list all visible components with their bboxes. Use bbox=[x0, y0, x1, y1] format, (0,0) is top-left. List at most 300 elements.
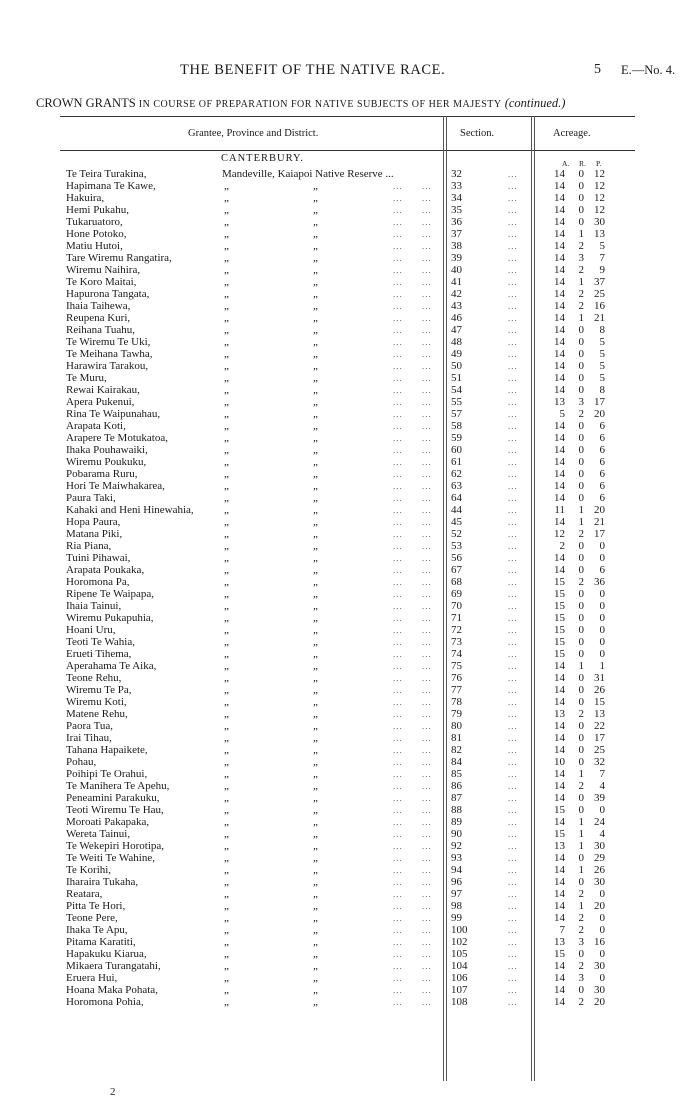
perches-value: 0 bbox=[599, 924, 605, 936]
leader-dots: ... bbox=[393, 325, 403, 335]
table-row bbox=[0, 492, 700, 504]
ditto-mark: „ bbox=[224, 300, 229, 312]
leader-dots: ... bbox=[393, 301, 403, 311]
leader-dots: ... bbox=[393, 277, 403, 287]
leader-dots: ... bbox=[508, 313, 518, 323]
ditto-mark: „ bbox=[313, 708, 318, 720]
ditto-mark: „ bbox=[313, 816, 318, 828]
ditto-mark: „ bbox=[224, 732, 229, 744]
caption-continued: (continued.) bbox=[504, 96, 566, 110]
grantee-name: Tukaruatoro, bbox=[66, 216, 123, 228]
perches-value: 16 bbox=[594, 936, 605, 948]
table-row bbox=[0, 936, 700, 948]
leader-dots: ... bbox=[422, 433, 432, 443]
ditto-mark: „ bbox=[224, 264, 229, 276]
grantee-name: Horomona Pa, bbox=[66, 576, 130, 588]
table-row bbox=[0, 528, 700, 540]
page-header bbox=[0, 62, 700, 82]
leader-dots: ... bbox=[508, 349, 518, 359]
grantee-name: Pitta Te Hori, bbox=[66, 900, 126, 912]
ditto-mark: „ bbox=[313, 780, 318, 792]
section-number: 70 bbox=[451, 600, 462, 612]
perches-value: 17 bbox=[594, 528, 605, 540]
leader-dots: ... bbox=[422, 289, 432, 299]
grantee-name: Poihipi Te Orahui, bbox=[66, 768, 148, 780]
district-name: Mandeville, Kaiapoi Native Reserve ... bbox=[222, 168, 394, 180]
ditto-mark: „ bbox=[313, 216, 318, 228]
leader-dots: ... bbox=[393, 241, 403, 251]
perches-value: 21 bbox=[594, 312, 605, 324]
ditto-mark: „ bbox=[313, 852, 318, 864]
leader-dots: ... bbox=[393, 469, 403, 479]
grantee-name: Hoana Maka Pohata, bbox=[66, 984, 158, 996]
ditto-mark: „ bbox=[224, 312, 229, 324]
roods-value: 0 bbox=[578, 420, 584, 432]
leader-dots: ... bbox=[422, 625, 432, 635]
ditto-mark: „ bbox=[313, 636, 318, 648]
ditto-mark: „ bbox=[313, 384, 318, 396]
table-row bbox=[0, 432, 700, 444]
ditto-mark: „ bbox=[313, 312, 318, 324]
grantee-name: Erueti Tihema, bbox=[66, 648, 132, 660]
leader-dots: ... bbox=[508, 985, 518, 995]
roods-value: 0 bbox=[578, 648, 584, 660]
ditto-mark: „ bbox=[224, 696, 229, 708]
leader-dots: ... bbox=[393, 637, 403, 647]
section-number: 82 bbox=[451, 744, 462, 756]
table-row bbox=[0, 564, 700, 576]
ditto-mark: „ bbox=[224, 804, 229, 816]
ditto-mark: „ bbox=[224, 456, 229, 468]
ditto-mark: „ bbox=[313, 204, 318, 216]
leader-dots: ... bbox=[393, 349, 403, 359]
acres-value: 13 bbox=[554, 396, 565, 408]
leader-dots: ... bbox=[393, 685, 403, 695]
leader-dots: ... bbox=[422, 469, 432, 479]
roods-value: 0 bbox=[578, 696, 584, 708]
perches-value: 8 bbox=[599, 324, 605, 336]
ditto-mark: „ bbox=[224, 468, 229, 480]
table-caption bbox=[36, 96, 565, 111]
grantee-name: Ihaka Pouhawaiki, bbox=[66, 444, 148, 456]
perches-value: 9 bbox=[599, 264, 605, 276]
section-number: 44 bbox=[451, 504, 462, 516]
leader-dots: ... bbox=[508, 925, 518, 935]
perches-value: 0 bbox=[599, 888, 605, 900]
leader-dots: ... bbox=[508, 613, 518, 623]
acres-value: 15 bbox=[554, 636, 565, 648]
leader-dots: ... bbox=[393, 385, 403, 395]
ditto-mark: „ bbox=[224, 204, 229, 216]
roods-value: 0 bbox=[578, 732, 584, 744]
section-number: 59 bbox=[451, 432, 462, 444]
column-header-section: Section. bbox=[460, 128, 495, 139]
roods-value: 0 bbox=[578, 636, 584, 648]
ditto-mark: „ bbox=[313, 480, 318, 492]
roods-value: 3 bbox=[578, 396, 584, 408]
leader-dots: ... bbox=[422, 661, 432, 671]
roods-value: 0 bbox=[578, 180, 584, 192]
table-row bbox=[0, 984, 700, 996]
roods-value: 0 bbox=[578, 948, 584, 960]
ditto-mark: „ bbox=[224, 228, 229, 240]
grantee-name: Wiremu Koti, bbox=[66, 696, 127, 708]
leader-dots: ... bbox=[422, 673, 432, 683]
acres-value: 14 bbox=[554, 468, 565, 480]
section-number: 34 bbox=[451, 192, 462, 204]
grantee-name: Rina Te Waipunahau, bbox=[66, 408, 161, 420]
grantee-name: Wiremu Pukapuhia, bbox=[66, 612, 154, 624]
leader-dots: ... bbox=[393, 985, 403, 995]
ditto-mark: „ bbox=[224, 828, 229, 840]
perches-value: 22 bbox=[594, 720, 605, 732]
section-number: 108 bbox=[451, 996, 468, 1008]
ditto-mark: „ bbox=[224, 492, 229, 504]
table-row bbox=[0, 852, 700, 864]
leader-dots: ... bbox=[508, 769, 518, 779]
signature-mark: 2 bbox=[110, 1086, 116, 1098]
leader-dots: ... bbox=[508, 865, 518, 875]
ditto-mark: „ bbox=[224, 840, 229, 852]
acres-value: 14 bbox=[554, 912, 565, 924]
perches-value: 30 bbox=[594, 876, 605, 888]
leader-dots: ... bbox=[422, 565, 432, 575]
leader-dots: ... bbox=[422, 517, 432, 527]
ditto-mark: „ bbox=[224, 420, 229, 432]
leader-dots: ... bbox=[393, 373, 403, 383]
column-header-acreage: Acreage. bbox=[553, 128, 591, 139]
acres-value: 10 bbox=[554, 756, 565, 768]
acres-value: 15 bbox=[554, 948, 565, 960]
table-row bbox=[0, 900, 700, 912]
ditto-mark: „ bbox=[313, 348, 318, 360]
section-number: 36 bbox=[451, 216, 462, 228]
roods-value: 0 bbox=[578, 600, 584, 612]
table-row bbox=[0, 288, 700, 300]
perches-value: 12 bbox=[594, 204, 605, 216]
section-number: 52 bbox=[451, 528, 462, 540]
section-number: 68 bbox=[451, 576, 462, 588]
acres-value: 14 bbox=[554, 312, 565, 324]
section-number: 60 bbox=[451, 444, 462, 456]
perches-value: 13 bbox=[594, 228, 605, 240]
leader-dots: ... bbox=[508, 241, 518, 251]
perches-value: 5 bbox=[599, 336, 605, 348]
section-number: 32 bbox=[451, 168, 462, 180]
perches-value: 39 bbox=[594, 792, 605, 804]
ditto-mark: „ bbox=[313, 516, 318, 528]
acreage-units bbox=[562, 159, 613, 168]
perches-value: 13 bbox=[594, 708, 605, 720]
ditto-mark: „ bbox=[224, 864, 229, 876]
perches-value: 25 bbox=[594, 288, 605, 300]
leader-dots: ... bbox=[508, 541, 518, 551]
table-row bbox=[0, 684, 700, 696]
roods-value: 3 bbox=[578, 936, 584, 948]
leader-dots: ... bbox=[393, 601, 403, 611]
section-number: 92 bbox=[451, 840, 462, 852]
leader-dots: ... bbox=[422, 925, 432, 935]
leader-dots: ... bbox=[422, 853, 432, 863]
grantee-name: Wiremu Naihira, bbox=[66, 264, 141, 276]
leader-dots: ... bbox=[422, 493, 432, 503]
leader-dots: ... bbox=[393, 661, 403, 671]
ditto-mark: „ bbox=[313, 744, 318, 756]
ditto-mark: „ bbox=[224, 324, 229, 336]
perches-value: 4 bbox=[599, 828, 605, 840]
perches-value: 0 bbox=[599, 648, 605, 660]
leader-dots: ... bbox=[393, 445, 403, 455]
section-number: 61 bbox=[451, 456, 462, 468]
ditto-mark: „ bbox=[313, 456, 318, 468]
grantee-name: Hapakuku Kiarua, bbox=[66, 948, 147, 960]
leader-dots: ... bbox=[393, 421, 403, 431]
acres-value: 15 bbox=[554, 828, 565, 840]
unit-acres: A. bbox=[562, 159, 570, 168]
section-number: 51 bbox=[451, 372, 462, 384]
table-row bbox=[0, 216, 700, 228]
leader-dots: ... bbox=[422, 649, 432, 659]
page-number: 5 bbox=[594, 62, 601, 77]
section-number: 63 bbox=[451, 480, 462, 492]
perches-value: 30 bbox=[594, 984, 605, 996]
grantee-name: Teone Rehu, bbox=[66, 672, 122, 684]
roods-value: 2 bbox=[578, 408, 584, 420]
acres-value: 14 bbox=[554, 996, 565, 1008]
leader-dots: ... bbox=[508, 949, 518, 959]
leader-dots: ... bbox=[422, 265, 432, 275]
section-number: 90 bbox=[451, 828, 462, 840]
leader-dots: ... bbox=[393, 229, 403, 239]
perches-value: 7 bbox=[599, 768, 605, 780]
perches-value: 8 bbox=[599, 384, 605, 396]
section-number: 72 bbox=[451, 624, 462, 636]
leader-dots: ... bbox=[508, 733, 518, 743]
grantee-name: Reupena Kuri, bbox=[66, 312, 131, 324]
leader-dots: ... bbox=[508, 745, 518, 755]
leader-dots: ... bbox=[393, 205, 403, 215]
acres-value: 14 bbox=[554, 672, 565, 684]
leader-dots: ... bbox=[393, 781, 403, 791]
table-row bbox=[0, 324, 700, 336]
ditto-mark: „ bbox=[313, 444, 318, 456]
table-row bbox=[0, 960, 700, 972]
table-row bbox=[0, 456, 700, 468]
perches-value: 4 bbox=[599, 780, 605, 792]
grantee-name: Irai Tihau, bbox=[66, 732, 112, 744]
grants-table-body bbox=[0, 168, 700, 1008]
table-row bbox=[0, 792, 700, 804]
grantee-name: Eruera Hui, bbox=[66, 972, 118, 984]
leader-dots: ... bbox=[393, 541, 403, 551]
leader-dots: ... bbox=[422, 241, 432, 251]
leader-dots: ... bbox=[508, 205, 518, 215]
grantee-name: Arapata Poukaka, bbox=[66, 564, 145, 576]
leader-dots: ... bbox=[508, 229, 518, 239]
section-number: 85 bbox=[451, 768, 462, 780]
table-row bbox=[0, 840, 700, 852]
leader-dots: ... bbox=[393, 181, 403, 191]
leader-dots: ... bbox=[422, 841, 432, 851]
perches-value: 30 bbox=[594, 216, 605, 228]
perches-value: 6 bbox=[599, 432, 605, 444]
acres-value: 14 bbox=[554, 960, 565, 972]
ditto-mark: „ bbox=[313, 228, 318, 240]
ditto-mark: „ bbox=[224, 348, 229, 360]
leader-dots: ... bbox=[393, 493, 403, 503]
perches-value: 12 bbox=[594, 168, 605, 180]
grantee-name: Harawira Tarakou, bbox=[66, 360, 149, 372]
grantee-name: Wereta Tainui, bbox=[66, 828, 131, 840]
leader-dots: ... bbox=[393, 889, 403, 899]
roods-value: 0 bbox=[578, 852, 584, 864]
leader-dots: ... bbox=[393, 913, 403, 923]
roods-value: 2 bbox=[578, 780, 584, 792]
section-number: 48 bbox=[451, 336, 462, 348]
table-row bbox=[0, 612, 700, 624]
roods-value: 1 bbox=[578, 516, 584, 528]
ditto-mark: „ bbox=[224, 972, 229, 984]
table-row bbox=[0, 828, 700, 840]
leader-dots: ... bbox=[393, 697, 403, 707]
leader-dots: ... bbox=[393, 673, 403, 683]
acres-value: 7 bbox=[559, 924, 565, 936]
leader-dots: ... bbox=[508, 361, 518, 371]
acres-value: 15 bbox=[554, 612, 565, 624]
table-row bbox=[0, 468, 700, 480]
leader-dots: ... bbox=[508, 481, 518, 491]
ditto-mark: „ bbox=[313, 924, 318, 936]
roods-value: 1 bbox=[578, 900, 584, 912]
acres-value: 14 bbox=[554, 864, 565, 876]
roods-value: 0 bbox=[578, 804, 584, 816]
ditto-mark: „ bbox=[313, 660, 318, 672]
ditto-mark: „ bbox=[224, 708, 229, 720]
grantee-name: Ihaka Te Apu, bbox=[66, 924, 128, 936]
grantee-name: Wiremu Poukuku, bbox=[66, 456, 147, 468]
acres-value: 14 bbox=[554, 456, 565, 468]
leader-dots: ... bbox=[393, 997, 403, 1007]
leader-dots: ... bbox=[508, 373, 518, 383]
grantee-name: Te Wiremu Te Uki, bbox=[66, 336, 151, 348]
leader-dots: ... bbox=[422, 421, 432, 431]
perches-value: 15 bbox=[594, 696, 605, 708]
ditto-mark: „ bbox=[313, 420, 318, 432]
roods-value: 0 bbox=[578, 336, 584, 348]
leader-dots: ... bbox=[422, 313, 432, 323]
grantee-name: Ripene Te Waipapa, bbox=[66, 588, 155, 600]
roods-value: 2 bbox=[578, 996, 584, 1008]
roods-value: 0 bbox=[578, 480, 584, 492]
roods-value: 1 bbox=[578, 768, 584, 780]
ditto-mark: „ bbox=[313, 996, 318, 1008]
leader-dots: ... bbox=[508, 553, 518, 563]
perches-value: 26 bbox=[594, 864, 605, 876]
roods-value: 1 bbox=[578, 660, 584, 672]
leader-dots: ... bbox=[422, 577, 432, 587]
leader-dots: ... bbox=[393, 193, 403, 203]
leader-dots: ... bbox=[508, 661, 518, 671]
ditto-mark: „ bbox=[313, 696, 318, 708]
ditto-mark: „ bbox=[313, 336, 318, 348]
roods-value: 1 bbox=[578, 816, 584, 828]
section-number: 42 bbox=[451, 288, 462, 300]
table-row bbox=[0, 636, 700, 648]
leader-dots: ... bbox=[422, 865, 432, 875]
leader-dots: ... bbox=[508, 193, 518, 203]
leader-dots: ... bbox=[508, 289, 518, 299]
roods-value: 0 bbox=[578, 348, 584, 360]
ditto-mark: „ bbox=[313, 252, 318, 264]
ditto-mark: „ bbox=[224, 900, 229, 912]
section-number: 77 bbox=[451, 684, 462, 696]
perches-value: 29 bbox=[594, 852, 605, 864]
roods-value: 1 bbox=[578, 504, 584, 516]
grantee-name: Peneamini Parakuku, bbox=[66, 792, 160, 804]
leader-dots: ... bbox=[422, 181, 432, 191]
leader-dots: ... bbox=[422, 937, 432, 947]
section-number: 81 bbox=[451, 732, 462, 744]
roods-value: 0 bbox=[578, 540, 584, 552]
leader-dots: ... bbox=[508, 877, 518, 887]
acres-value: 14 bbox=[554, 180, 565, 192]
leader-dots: ... bbox=[422, 949, 432, 959]
leader-dots: ... bbox=[393, 253, 403, 263]
section-number: 55 bbox=[451, 396, 462, 408]
roods-value: 0 bbox=[578, 792, 584, 804]
grantee-name: Pitama Karatiti, bbox=[66, 936, 136, 948]
ditto-mark: „ bbox=[224, 672, 229, 684]
leader-dots: ... bbox=[393, 745, 403, 755]
leader-dots: ... bbox=[393, 757, 403, 767]
roods-value: 0 bbox=[578, 456, 584, 468]
roods-value: 0 bbox=[578, 876, 584, 888]
ditto-mark: „ bbox=[313, 576, 318, 588]
unit-roods: R. bbox=[579, 159, 586, 168]
roods-value: 0 bbox=[578, 612, 584, 624]
leader-dots: ... bbox=[422, 325, 432, 335]
section-number: 43 bbox=[451, 300, 462, 312]
leader-dots: ... bbox=[508, 841, 518, 851]
section-number: 74 bbox=[451, 648, 462, 660]
acres-value: 14 bbox=[554, 228, 565, 240]
leader-dots: ... bbox=[422, 793, 432, 803]
leader-dots: ... bbox=[508, 325, 518, 335]
table-row bbox=[0, 744, 700, 756]
leader-dots: ... bbox=[393, 649, 403, 659]
roods-value: 2 bbox=[578, 888, 584, 900]
ditto-mark: „ bbox=[224, 360, 229, 372]
leader-dots: ... bbox=[422, 397, 432, 407]
section-number: 96 bbox=[451, 876, 462, 888]
leader-dots: ... bbox=[508, 457, 518, 467]
ditto-mark: „ bbox=[313, 936, 318, 948]
perches-value: 31 bbox=[594, 672, 605, 684]
acres-value: 14 bbox=[554, 384, 565, 396]
grantee-name: Ihaia Tainui, bbox=[66, 600, 122, 612]
acres-value: 15 bbox=[554, 624, 565, 636]
leader-dots: ... bbox=[393, 805, 403, 815]
leader-dots: ... bbox=[422, 385, 432, 395]
acres-value: 14 bbox=[554, 360, 565, 372]
table-row bbox=[0, 996, 700, 1008]
ditto-mark: „ bbox=[313, 888, 318, 900]
grantee-name: Teoti Te Wahia, bbox=[66, 636, 135, 648]
grantee-name: Tuini Pihawai, bbox=[66, 552, 131, 564]
ditto-mark: „ bbox=[313, 828, 318, 840]
ditto-mark: „ bbox=[224, 936, 229, 948]
table-row bbox=[0, 816, 700, 828]
